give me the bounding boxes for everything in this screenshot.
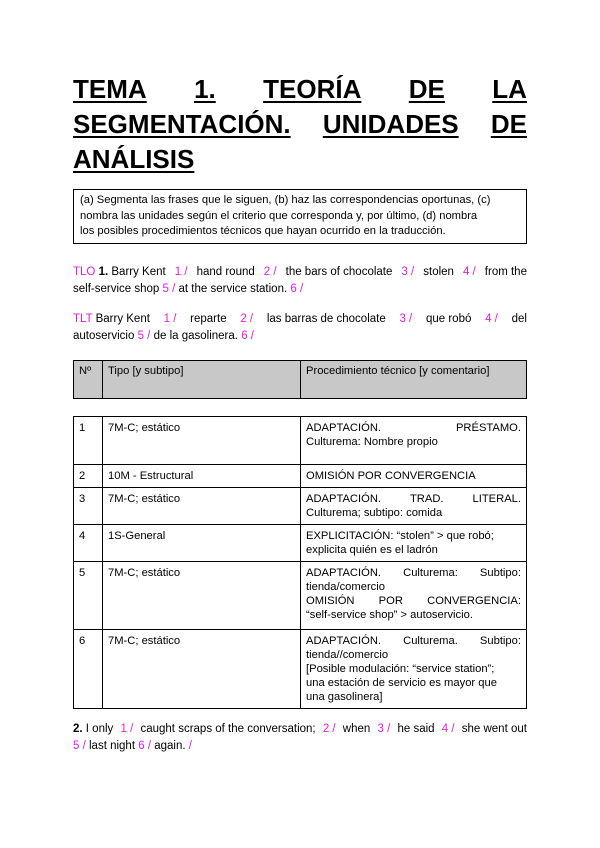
- segment: reparte: [190, 313, 227, 325]
- row-procedimiento: [301, 488, 527, 525]
- title-line-2: [73, 107, 527, 142]
- proc-word: OMISIÓN: [306, 595, 355, 607]
- segment: las barras de chocolate: [266, 313, 386, 325]
- header-num: Nº: [74, 361, 103, 399]
- segment-marker: 6 /: [241, 330, 254, 342]
- row-tipo: 7M-C; estático: [103, 562, 301, 630]
- row-tipo: 7M-C; estático: [103, 630, 301, 709]
- table-header: [73, 360, 527, 399]
- sentence-number: 2.: [73, 723, 83, 735]
- segment: from the: [484, 266, 527, 278]
- table-row: [74, 630, 527, 709]
- title-word: 1.: [194, 74, 216, 104]
- row-procedimiento: [301, 417, 527, 465]
- proc-word: ADAPTACIÓN.: [306, 567, 382, 579]
- row-number: 3: [74, 488, 103, 525]
- segment: last night: [89, 740, 136, 752]
- segment-marker: 2 /: [240, 313, 254, 325]
- header-tipo: Tipo [y subtipo]: [103, 361, 301, 399]
- segment: I only: [85, 723, 114, 735]
- proc-line: “self-service shop” > autoservicio.: [306, 609, 473, 621]
- segment-marker: 4 /: [441, 723, 455, 735]
- row-procedimiento: [301, 525, 527, 562]
- row-tipo: 1S-General: [103, 525, 301, 562]
- title-word: TEORÍA: [263, 74, 362, 104]
- tlo-line: [73, 264, 527, 281]
- tlo-label: TLO: [73, 266, 96, 278]
- proc-line: [306, 421, 521, 435]
- table-row: [74, 488, 527, 525]
- segment: autoservicio: [73, 330, 135, 342]
- row-procedimiento: [301, 562, 527, 630]
- tlt-paragraph: [73, 311, 527, 345]
- proc-line: una estación de servicio es mayor que: [306, 677, 497, 689]
- proc-word: LITERAL.: [472, 493, 521, 505]
- sentence-2-line: [73, 738, 527, 755]
- instructions-line: nombra las unidades según el criterio que corresponda y, por último, (d) nombra: [80, 209, 478, 222]
- proc-line: OMISIÓN POR CONVERGENCIA: [306, 470, 476, 482]
- segment-marker: 3 /: [401, 266, 415, 278]
- proc-line: una gasolinera]: [306, 691, 383, 703]
- proc-word: Culturema:: [403, 567, 458, 579]
- proc-word: Culturema.: [403, 635, 458, 647]
- row-number: 1: [74, 417, 103, 465]
- segment: Barry Kent: [111, 266, 166, 278]
- analysis-table: [73, 416, 527, 709]
- segment: stolen: [423, 266, 454, 278]
- title-word: ANÁLISIS: [73, 144, 195, 174]
- table-row: [74, 465, 527, 488]
- title-word: LA: [492, 74, 527, 104]
- row-procedimiento: [301, 465, 527, 488]
- tlo-paragraph: [73, 264, 527, 298]
- title-word: TEMA: [73, 74, 147, 104]
- segment: she went out: [461, 723, 527, 735]
- title-word: UNIDADES: [322, 109, 459, 139]
- tlt-line: [73, 311, 527, 328]
- segment-marker: 2 /: [322, 723, 336, 735]
- row-number: 4: [74, 525, 103, 562]
- segment-marker: 6 /: [138, 740, 152, 752]
- segment: hand round: [196, 266, 255, 278]
- segment: Barry Kent: [95, 313, 150, 325]
- proc-word: TRAD.: [409, 493, 444, 505]
- proc-line: [306, 634, 521, 648]
- row-procedimiento: [301, 630, 527, 709]
- header-proc: Procedimiento técnico [y comentario]: [301, 361, 527, 399]
- tlt-line: [73, 328, 527, 345]
- proc-line: [306, 566, 521, 580]
- proc-word: PRÉSTAMO.: [455, 422, 521, 434]
- segment-marker: 5 /: [137, 330, 151, 342]
- proc-line: [Posible modulación: “service station”;: [306, 663, 495, 675]
- row-number: 2: [74, 465, 103, 488]
- title-line-3: [73, 142, 527, 177]
- proc-line: [306, 492, 521, 506]
- proc-word: ADAPTACIÓN.: [306, 422, 382, 434]
- segment-marker: /: [188, 740, 192, 752]
- row-tipo: 7M-C; estático: [103, 488, 301, 525]
- segment: when: [342, 723, 371, 735]
- segment-marker: 2 /: [263, 266, 277, 278]
- page-title: [73, 72, 527, 177]
- segment: again.: [154, 740, 186, 752]
- segment: the bars of chocolate: [285, 266, 393, 278]
- table-row: [74, 562, 527, 630]
- proc-line: Culturema: Nombre propio: [306, 436, 438, 448]
- segment-marker: 5 /: [73, 740, 86, 752]
- segment: he said: [397, 723, 435, 735]
- proc-line: tienda//comercio: [306, 649, 389, 661]
- proc-word: POR: [378, 595, 403, 607]
- row-tipo: 7M-C; estático: [103, 417, 301, 465]
- segment: que robó: [425, 313, 472, 325]
- segment-marker: 3 /: [399, 313, 413, 325]
- segment-marker: 6 /: [290, 283, 304, 295]
- segment: de la gasolinera.: [153, 330, 238, 342]
- title-word: SEGMENTACIÓN.: [73, 109, 291, 139]
- title-line-1: [73, 72, 527, 107]
- instructions-line: (a) Segmenta las frases que le siguen, (b) haz las correspondencias oportunas, (c): [80, 194, 491, 206]
- table-row: [74, 417, 527, 465]
- tlo-line: [73, 281, 527, 298]
- segment: at the service station.: [178, 283, 288, 295]
- title-word: DE: [490, 109, 527, 139]
- proc-line: EXPLICITACIÓN: “stolen” > que robó;: [306, 530, 494, 542]
- proc-word: Subtipo:: [479, 567, 521, 579]
- proc-line: tienda/comercio: [306, 581, 385, 593]
- row-number: 5: [74, 562, 103, 630]
- tlt-label: TLT: [73, 313, 93, 325]
- title-word: DE: [408, 74, 445, 104]
- sentence-number: 1.: [98, 266, 109, 278]
- segment-marker: 1 /: [174, 266, 188, 278]
- row-number: 6: [74, 630, 103, 709]
- sentence-2-paragraph: [73, 721, 527, 755]
- segment-marker: 3 /: [377, 723, 391, 735]
- proc-line: [306, 594, 521, 608]
- instructions-box: [73, 189, 527, 244]
- proc-word: CONVERGENCIA:: [427, 595, 521, 607]
- sentence-2-line: [73, 721, 527, 738]
- proc-line: Culturema; subtipo: comida: [306, 507, 443, 519]
- segment: self-service shop: [73, 283, 160, 295]
- segment: caught scraps of the conversation;: [140, 723, 316, 735]
- proc-word: Subtipo:: [479, 635, 521, 647]
- proc-word: ADAPTACIÓN.: [306, 635, 382, 647]
- segment: del: [511, 313, 527, 325]
- proc-word: ADAPTACIÓN.: [306, 493, 382, 505]
- segment-marker: 4 /: [462, 266, 476, 278]
- proc-line: explicita quién es el ladrón: [306, 544, 438, 556]
- row-tipo: 10M - Estructural: [103, 465, 301, 488]
- table-row: [74, 525, 527, 562]
- segment-marker: 1 /: [120, 723, 134, 735]
- segment-marker: 1 /: [163, 313, 177, 325]
- segment-marker: 5 /: [162, 283, 176, 295]
- instructions-line: los posibles procedimientos técnicos que hayan ocurrido en la traducción.: [80, 225, 446, 237]
- segment-marker: 4 /: [485, 313, 498, 325]
